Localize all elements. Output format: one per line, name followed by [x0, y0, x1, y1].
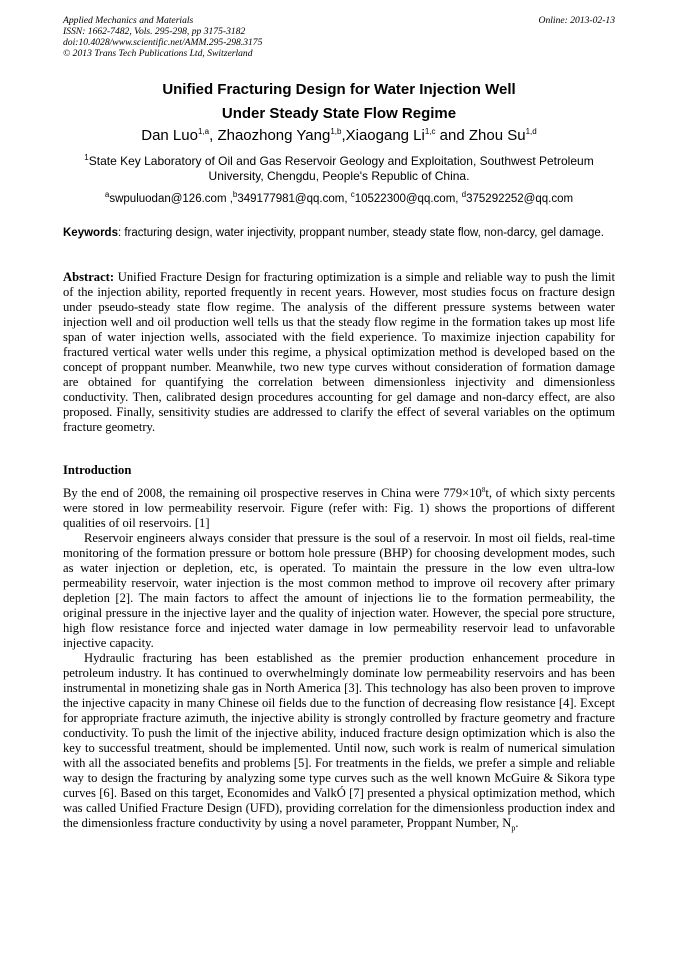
- author-name: Zhaozhong Yang: [217, 127, 331, 144]
- author-affil-sup: 1,b: [330, 127, 342, 136]
- author-name: Dan Luo: [141, 127, 198, 144]
- author-affil-sup: 1,d: [525, 127, 537, 136]
- paper-title-line-2: Under Steady State Flow Regime: [221, 105, 457, 122]
- intro-paragraph-3: [63, 651, 615, 831]
- affiliation: [63, 154, 615, 184]
- email-address: swpuluodan@126.com: [109, 193, 227, 205]
- intro-paragraph-1: [63, 486, 615, 531]
- author-affil-sup: 1,c: [424, 127, 436, 136]
- subscript: p: [511, 823, 516, 833]
- abstract-label: Abstract:: [63, 270, 115, 284]
- intro-paragraph-2: Reservoir engineers always consider that pressure is the soul of a reservoir. In most oil fields, real-time monitoring of the formation pressure or bottom hole pressure (BHP) for choosing development modes, such as water injection or depletion, etc, is operated. To maintain the pressure in the low even ultra-low permeability reservoir, water injection is the most common method to improve oil recovery after primary depletion [2]. The main factors to affect the amount of injections lie to the formation permeability, the original pressure in the injective layer and the quality of injection water. However, the special pore structure, high flow resistance force and injected water damage in low permeability reservoir lead to unfavorable injective capacity.: [63, 531, 615, 650]
- journal-header: [63, 15, 615, 59]
- affiliation-sup: 1: [84, 153, 89, 162]
- intro-p3-text-a: Hydraulic fracturing has been established as the premier production enhancement procedure in petroleum industry. It has continued to overwhelmingly dominate low permeability reservoirs and has been instrumental in monetizing shale gas in North America [3]. This technology has also been proven to improve the injective capacity in many Chinese oil fields due to the function of decreasing flow resistance [4]. Except for appropriate fracture azimuth, the injective ability is strongly controlled by fracture geometry and fracture conductivity. To push the limit of the injective ability, induced fracture design optimization which is also the key to successful treatment, should be implemented. Until now, such work is realm of numerical simulation with all the associated benefits and problems [5]. For treatments in the fields, we prefer a simple and reliable way to design the fracturing by analyzing some type curves such as the well known McGuire & Sikora type curves [6]. Based on this target, Economides and ValkÓ [7] presented a physical optimization method, which was called Unified Fracture Design (UFD), providing correlation for the dimensionless production index and the dimensionless fracture conductivity by using a novel parameter, Proppant Number, N: [63, 651, 615, 830]
- keywords: [63, 226, 615, 241]
- author-affil-sup: 1,a: [197, 127, 210, 136]
- email-list: $^a$swpuluodan@126.com ,$^b$349177981@qq.com, $^c$10522300@qq.com, $^d$375292252@qq.com: [104, 190, 574, 205]
- exponent: 8: [481, 485, 486, 494]
- author-name: Xiaogang Li: [345, 127, 425, 144]
- email-address: 349177981@qq.com: [237, 193, 345, 205]
- journal-name: Applied Mechanics and Materials: [63, 15, 194, 26]
- email-sup: c: [350, 190, 355, 200]
- keywords-label: Keywords: [63, 227, 118, 239]
- intro-p1-text-b: t, of which sixty percents were stored in low permeability reservoir. Figure (refer with: Fig. 1) shows the proportions of different qualities of oil reservoirs. [1]: [63, 486, 615, 530]
- email-sup: d: [461, 190, 467, 200]
- author-list: Dan Luo$^{1,a}$, Zhaozhong Yang$^{1,b}$,Xiaogang Li$^{1,c}$ and Zhou Su$^{1,d}$: [141, 127, 537, 144]
- intro-p3-text-b: .: [515, 816, 519, 830]
- email-sup: a: [104, 190, 110, 200]
- author-name: Zhou Su: [468, 127, 526, 144]
- abstract: [63, 270, 615, 435]
- introduction-body: [63, 486, 615, 831]
- email-address: 375292252@qq.com: [466, 193, 574, 205]
- email-sup: b: [232, 190, 238, 200]
- paper-title-line-1: Unified Fracturing Design for Water Injection Well: [162, 81, 516, 98]
- affiliation-line-1: State Key Laboratory of Oil and Gas Reservoir Geology and Exploitation, Southwest Petroleum: [88, 154, 594, 168]
- section-heading-introduction: Introduction: [63, 463, 132, 477]
- abstract-text: Unified Fracture Design for fracturing optimization is a simple and reliable way to push the limit of the injection ability, reported frequently in recent years. However, most studies focus on fracture design under pseudo-steady state flow regime. The analysis of the different pressure systems between water injection well and oil production well tells us that the steady flow regime in the formation takes up most life span of water injection wells, associated with the field experience. To maximize injection capability for fractured vertical water wells under this regime, a physical optimization method is developed based on the concept of proppant number. Meanwhile, two new type curves without consideration of formation damage are obtained for quantifying the correlation between dimensionless injectivity and dimensionless conductivity. Then, calibrated design procedures accounting for gel damage and non-darcy effect, are also proposed. Finally, sensitivity studies are addressed to clarify the effect of several variables on the optimum fracture geometry.: [63, 270, 615, 434]
- affiliation-line-2: University, Chengdu, People's Republic of China.: [208, 169, 470, 183]
- email-address: 10522300@qq.com: [354, 193, 456, 205]
- copyright-line: © 2013 Trans Tech Publications Ltd, Switzerland: [63, 48, 253, 59]
- online-date: Online: 2013-02-13: [538, 15, 615, 26]
- doi-line: doi:10.4028/www.scientific.net/AMM.295-298.3175: [63, 37, 263, 48]
- intro-p1-text-a: By the end of 2008, the remaining oil prospective reserves in China were 779×10: [63, 486, 482, 500]
- issn-line: ISSN: 1662-7482, Vols. 295-298, pp 3175-3182: [63, 26, 246, 37]
- keywords-text: : fracturing design, water injectivity, proppant number, steady state flow, non-darcy, gel damage.: [117, 227, 604, 239]
